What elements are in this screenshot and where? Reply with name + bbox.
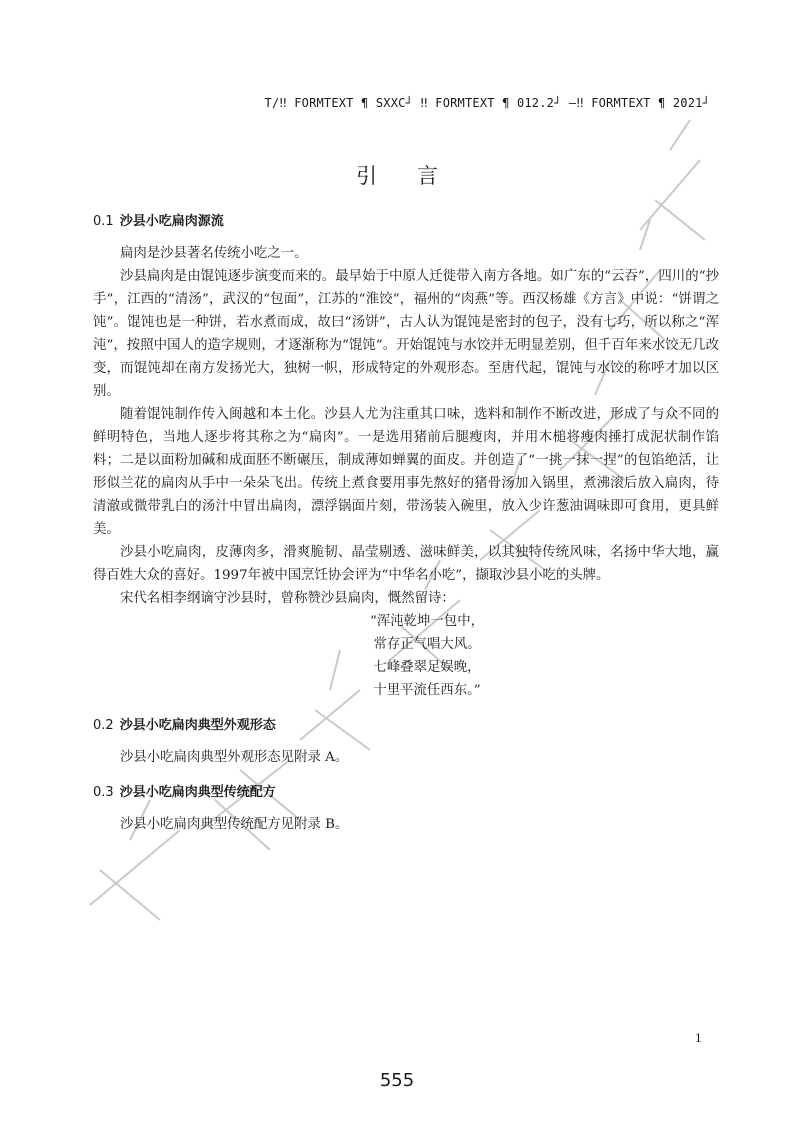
section-number: 0.2	[93, 718, 114, 733]
section-title: 沙县小吃扁肉源流	[119, 214, 224, 229]
section-number: 0.1	[93, 214, 114, 229]
poem-line: “浑沌乾坤一包中，	[370, 614, 484, 629]
standard-code-header: T/‼ FORMTEXT ¶ SXXC┘ ‼ FORMTEXT ¶ 012.2┘ —‼ FORMTEXT ¶ 2021┘	[264, 96, 710, 110]
paragraph: 扁肉是沙县著名传统小吃之一。	[120, 246, 308, 261]
section-title: 沙县小吃扁肉典型传统配方	[119, 785, 276, 800]
section-heading-0-3	[93, 781, 719, 805]
section-heading-0-2	[93, 714, 719, 738]
paragraph: 沙县小吃扁肉典型外观形态见附录 A。	[120, 750, 349, 765]
paragraph: 随着馄饨制作传入闽越和本土化。沙县人尤为注重其口味，选料和制作不断改进，形成了与众不同的鲜明特色，当地人逐步将其称之为“扁肉”。一是选用猪前后腿瘦肉，并用木槌将瘦肉捶打成泥状制作馅料；二是以面粉加碱和成面胚不断碾压，制成薄如蝉翼的面皮。并创造了“一挑一抹一捏”的包馅绝活，让形似兰花的扁肉从手中一朵朵飞出。传统上煮食要用事先熬好的猪骨汤加入锅里，煮沸滚后放入扁肉，待清澈或微带乳白的汤汁中冒出扁肉，漂浮锅面片刻，带汤装入碗里，放入少许葱油调味即可食用，更具鲜美。	[93, 407, 719, 537]
paragraph: 沙县扁肉是由馄饨逐步演变而来的。最早始于中原人迁徙带入南方各地。如广东的“云吞”，四川的“抄手”，江西的“清汤”，武汉的“包面”，江苏的“淮饺”，福州的“肉燕”等。西汉杨雄《方言》中说：“饼谓之饨”。馄饨也是一种饼，若水煮而成，故曰“汤饼”，古人认为馄饨是密封的包子，没有七巧，所以称之“浑沌”，按照中国人的造字规则，才逐渐称为“馄饨”。开始馄饨与水饺并无明显差别，但千百年来水饺无几改变，而馄饨却在南方发扬光大，独树一帜，形成特定的外观形态。至唐代起，馄饨与水饺的称呼才加以区别。	[93, 269, 719, 399]
page-number: 1	[695, 1032, 702, 1045]
poem-line: 七峰叠翠足娱晚，	[373, 660, 481, 675]
poem-line: 常存正气唱大风。	[373, 637, 481, 652]
paragraph: 沙县小吃扁肉，皮薄肉多，滑爽脆韧、晶莹剔透、滋味鲜美，以其独特传统风味，名扬中华大地，赢得百姓大众的喜好。1997年被中国烹饪协会评为“中华名小吃”，撷取沙县小吃的头牌。	[93, 545, 719, 583]
page-title: 引言	[356, 164, 478, 188]
section-number: 0.3	[93, 785, 114, 800]
document-body	[93, 210, 719, 836]
poem-line: 十里平流任西东。”	[373, 683, 481, 698]
paragraph: 宋代名相李纲谪守沙县时，曾称赞沙县扁肉，慨然留诗：	[120, 591, 455, 606]
book-page-number: 555	[379, 1070, 415, 1091]
section-title: 沙县小吃扁肉典型外观形态	[119, 718, 276, 733]
section-heading-0-1	[93, 210, 719, 234]
paragraph: 沙县小吃扁肉典型传统配方见附录 B。	[120, 817, 349, 832]
